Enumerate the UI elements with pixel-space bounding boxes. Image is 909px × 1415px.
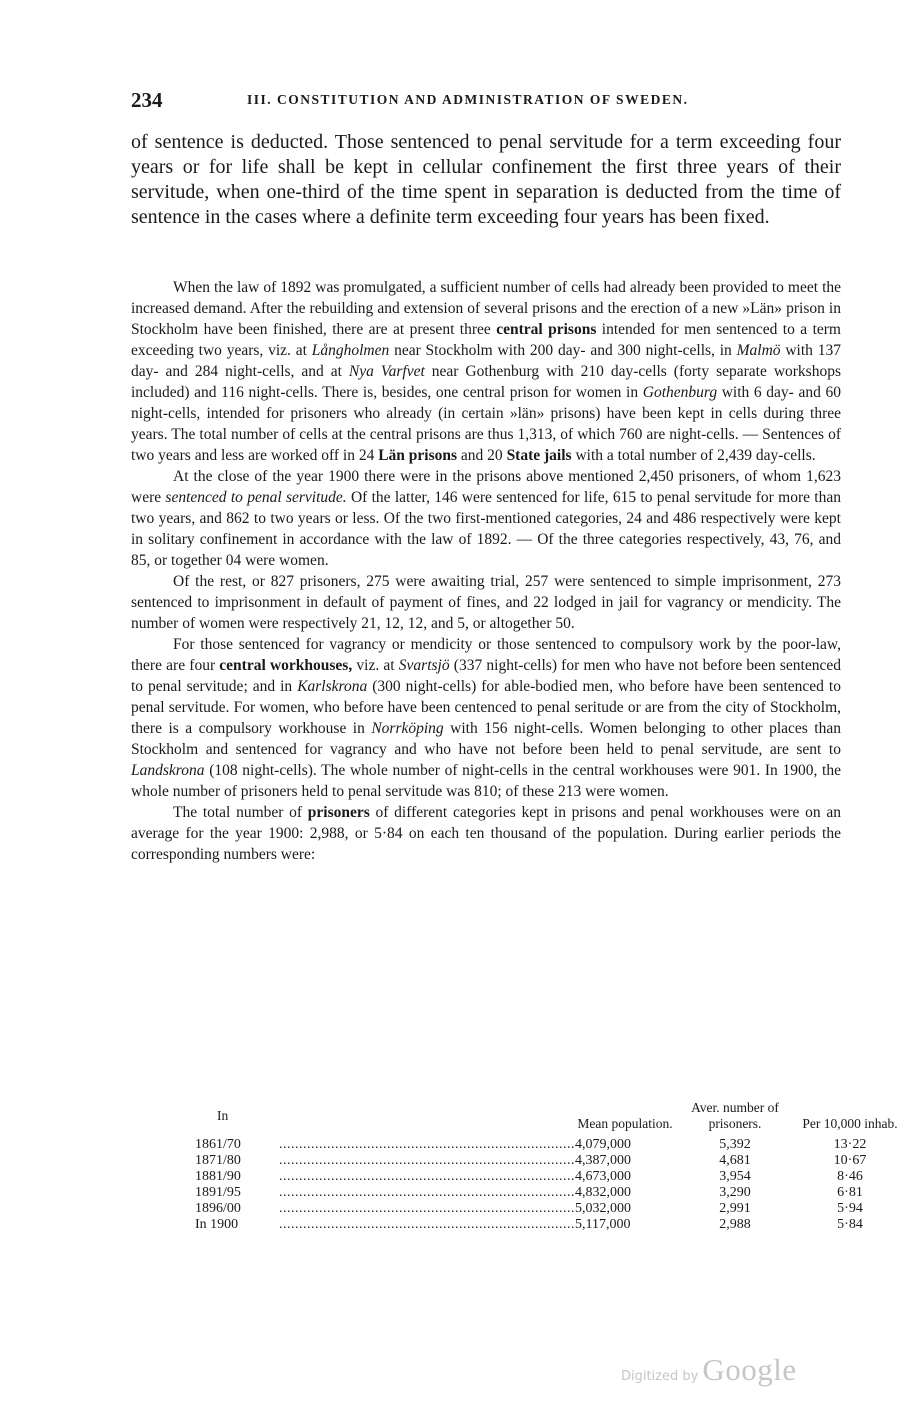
term-central-prisons: central prisons xyxy=(496,321,597,338)
table-row xyxy=(195,1185,905,1201)
page-number: 234 xyxy=(131,88,163,112)
google-logo: Google xyxy=(702,1352,797,1387)
running-title: III. CONSTITUTION AND ADMINISTRATION OF SWEDEN. xyxy=(247,92,689,107)
header-period: In xyxy=(217,1108,229,1123)
place-svartsjo: Svartsjö xyxy=(398,657,450,674)
digitized-watermark xyxy=(621,1352,797,1388)
cell-per-10000: 5·84 xyxy=(837,1217,863,1232)
page-header xyxy=(131,88,841,112)
cell-population: 4,673,000 xyxy=(575,1169,631,1184)
term-prisoners: prisoners xyxy=(307,804,370,821)
body-text xyxy=(131,277,841,865)
cell-population: 5,117,000 xyxy=(575,1217,631,1232)
cell-population: 4,079,000 xyxy=(575,1137,631,1152)
cell-per-10000: 5·94 xyxy=(837,1201,863,1216)
table-header-row xyxy=(195,1100,905,1137)
leader-dots: .......................................................................... xyxy=(279,1217,575,1232)
leader-dots: .......................................................................... xyxy=(279,1201,575,1216)
cell-prisoners: 5,392 xyxy=(719,1137,751,1152)
table-row xyxy=(195,1217,905,1233)
cell-period: 1881/90 xyxy=(195,1169,241,1184)
term-state-jails: State jails xyxy=(506,447,572,464)
cell-prisoners: 3,954 xyxy=(719,1169,751,1184)
cell-period: 1861/70 xyxy=(195,1137,241,1152)
paragraph-prisoners-1900: At the close of the year 1900 there were in the prisons above mentioned 2,450 prisoners, of whom 1,623 were sentenced to penal servitude. Of the latter, 146 were sentenced for life, 615 to penal servitude for more than two years, and 862 to two years or less. Of the two first-mentioned categories, 24 and 486 respectively were kept in solitary confinement in accordance with the law of 1892. — Of the three categories respectively, 43, 76, and 85, or together 04 were women. xyxy=(131,468,841,569)
cell-per-10000: 10·67 xyxy=(833,1153,867,1168)
table-row xyxy=(195,1137,905,1153)
term-central-workhouses: central workhouses, xyxy=(219,657,353,674)
paragraph-workhouses: For those sentenced for vagrancy or mendicity or those sentenced to compulsory work by the poor-law, there are four central workhouses, viz. at Svartsjö (337 night-cells) for men who have not before been sentenced to penal servitude; and in Karlskrona (300 night-cells) for able-bodied men, who before have been sentenced to penal servitude. For women, who before have been centenced to penal seritude or are from the city of Stockholm, there is a compulsory workhouse in Norrköping with 156 night-cells. Women belonging to other places than Stockholm and sentenced for vagrancy and who have not before been held to penal servitude, are sent to Landskrona (108 night-cells). The whole number of night-cells in the central workhouses were 901. In 1900, the whole number of prisoners held to penal servitude was 810; of these 213 were women. xyxy=(131,636,841,800)
header-per-10000: Per 10,000 inhab. xyxy=(802,1116,898,1131)
header-mean-population: Mean population. xyxy=(577,1116,673,1131)
cell-prisoners: 2,988 xyxy=(719,1217,751,1232)
table-row xyxy=(195,1201,905,1217)
table-row xyxy=(195,1169,905,1185)
cell-population: 5,032,000 xyxy=(575,1201,631,1216)
leader-dots: .......................................................................... xyxy=(279,1185,575,1200)
cell-prisoners: 2,991 xyxy=(719,1201,751,1216)
leader-dots: .......................................................................... xyxy=(279,1169,575,1184)
place-norrkoping: Norrköping xyxy=(371,720,444,737)
leader-dots: .......................................................................... xyxy=(279,1153,575,1168)
lead-paragraph: of sentence is deducted. Those sentenced to penal servitude for a term exceeding four years or for life shall be kept in cellular confinement the first three years of their servitude, when one-third of the time spent in separation is deducted from the time of sentence in the cases where a definite term exceeding four years has been fixed. xyxy=(131,131,841,228)
cell-period: In 1900 xyxy=(195,1217,239,1232)
cell-period: 1871/80 xyxy=(195,1153,241,1168)
table-row xyxy=(195,1153,905,1169)
cell-per-10000: 8·46 xyxy=(837,1169,863,1184)
leader-dots: .......................................................................... xyxy=(279,1137,575,1152)
place-malmo: Malmö xyxy=(736,342,781,359)
cell-population: 4,387,000 xyxy=(575,1153,631,1168)
paragraph-rest-prisoners: Of the rest, or 827 prisoners, 275 were awaiting trial, 257 were sentenced to simple imprisonment, 273 sentenced to imprisonment in default of payment of fines, and 22 lodged in jail for vagrancy or mendicity. The number of women were respectively 21, 12, 12, and 5, or altogether 50. xyxy=(131,573,841,632)
cell-period: 1891/95 xyxy=(195,1185,241,1200)
cell-prisoners: 3,290 xyxy=(719,1185,751,1200)
place-langholmen: Långholmen xyxy=(311,342,390,359)
place-gothenburg: Gothenburg xyxy=(642,384,718,401)
cell-prisoners: 4,681 xyxy=(719,1153,751,1168)
term-penal-servitude: sentenced to penal servitude. xyxy=(165,489,347,506)
cell-period: 1896/00 xyxy=(195,1201,241,1216)
header-aver-prisoners: Aver. number of prisoners. xyxy=(691,1100,779,1131)
cell-per-10000: 6·81 xyxy=(837,1185,863,1200)
paragraph-total-prisoners: The total number of prisoners of different categories kept in prisons and penal workhouses were on an average for the year 1900: 2,988, or 5·84 on each ten thousand of the population. During earlier periods the corresponding numbers were: xyxy=(131,804,842,863)
prisoner-statistics-table xyxy=(195,1100,905,1233)
term-lan-prisons: Län prisons xyxy=(378,447,458,464)
cell-per-10000: 13·22 xyxy=(833,1137,867,1152)
place-nya-varfvet: Nya Varfvet xyxy=(348,363,425,380)
cell-population: 4,832,000 xyxy=(575,1185,631,1200)
place-karlskrona: Karlskrona xyxy=(297,678,368,695)
paragraph-central-prisons: When the law of 1892 was promulgated, a sufficient number of cells had already been provided to meet the increased demand. After the rebuilding and extension of several prisons and the erection of a new »Län» prison in Stockholm have been finished, there are at present three central prisons intended for men sentenced to a term exceeding two years, viz. at Långholmen near Stockholm with 200 day- and 300 night-cells, in Malmö with 137 day- and 284 night-cells, and at Nya Varfvet near Gothenburg with 210 day-cells (forty separate workshops included) and 116 night-cells. There is, besides, one central prison for women in Gothenburg with 6 day- and 60 night-cells, intended for prisoners who already (in certain »län» prisons) have been kept in cells during three years. The total number of cells at the central prisons are thus 1,313, of which 760 are night-cells. — Sentences of two years and less are worked off in 24 Län prisons and 20 State jails with a total number of 2,439 day-cells. xyxy=(131,279,841,464)
place-landskrona: Landskrona xyxy=(131,762,205,779)
watermark-digitized-by: Digitized by xyxy=(621,1369,699,1384)
